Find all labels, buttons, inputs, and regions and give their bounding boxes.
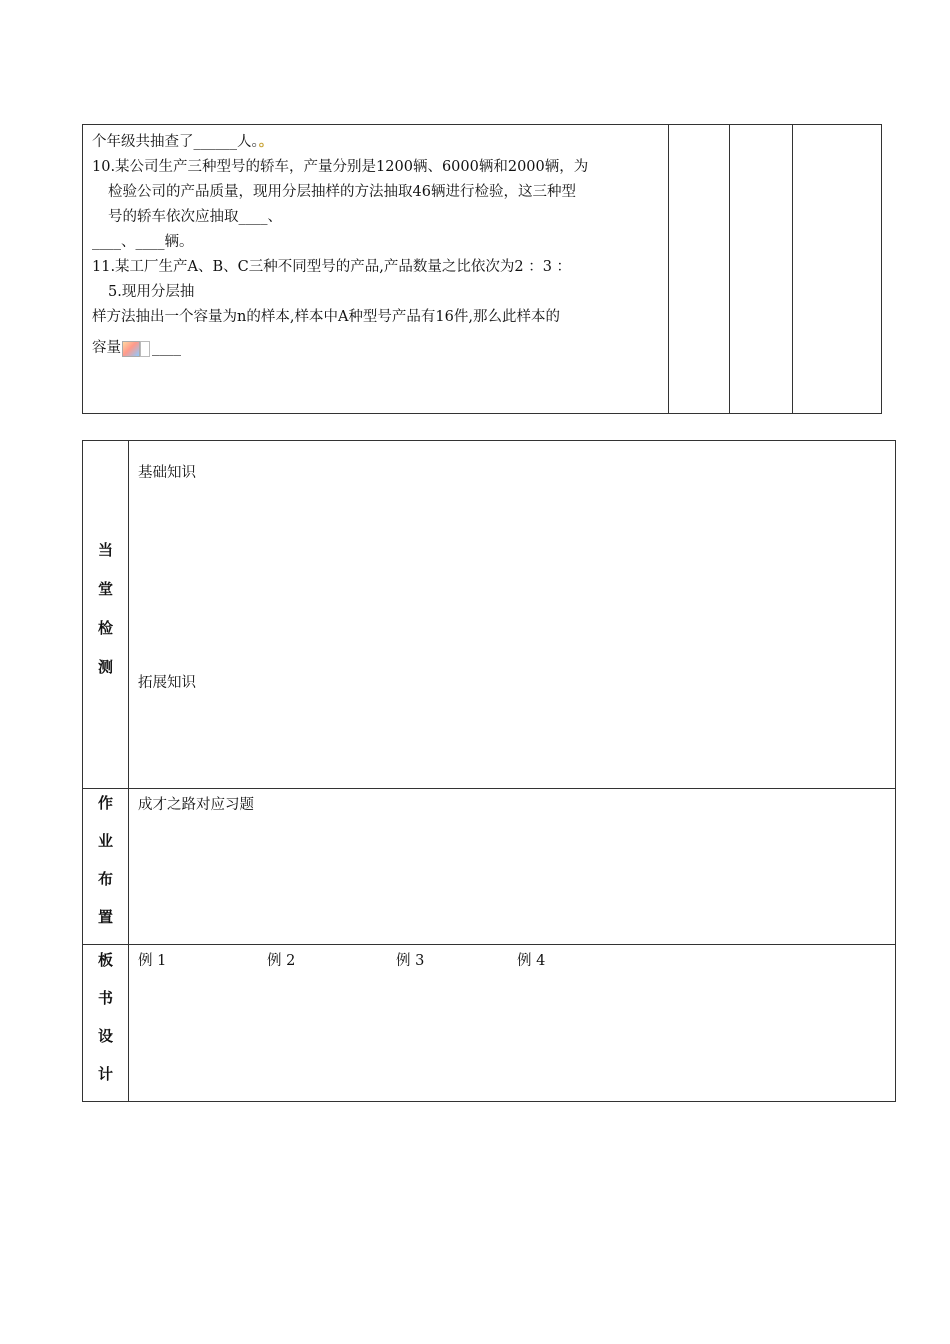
exercise-line — [92, 336, 664, 361]
table-column-divider — [792, 125, 793, 413]
label-char: 当 — [97, 541, 113, 559]
exercise-line: ____、____辆。 — [92, 234, 194, 250]
example-1-label: 例 1 — [138, 953, 167, 969]
label-char: 测 — [97, 658, 113, 676]
row-divider — [83, 944, 895, 945]
example-3-label: 例 3 — [396, 953, 425, 969]
label-char: 设 — [97, 1027, 113, 1045]
extended-knowledge-label: 拓展知识 — [138, 675, 196, 691]
exercise-table — [82, 124, 882, 414]
line-text: 个年级共抽查了______人。 — [92, 134, 259, 150]
section-label-board-design — [83, 949, 128, 1101]
image-placeholder-box — [140, 341, 150, 357]
lesson-table — [82, 440, 896, 1102]
example-2-label: 例 2 — [267, 953, 296, 969]
label-char: 堂 — [97, 580, 113, 598]
label-column-divider — [128, 441, 129, 1101]
example-4-label: 例 4 — [517, 953, 546, 969]
exercise-line: 11.某工厂生产A、B、C三种不同型号的产品,产品数量之比依次为2 ：3 ： — [92, 259, 572, 275]
exercise-line — [92, 129, 664, 155]
line-text: 容量 — [92, 340, 121, 356]
label-char: 业 — [97, 832, 113, 850]
label-char: 板 — [97, 951, 113, 969]
label-char: 计 — [97, 1065, 113, 1083]
label-char: 书 — [97, 989, 113, 1007]
section-label-homework — [83, 792, 128, 944]
answer-blank: ____ — [152, 340, 181, 356]
row-divider — [83, 788, 895, 789]
exercise-text — [92, 129, 664, 361]
exercise-line: 样方法抽出一个容量为n的样本,样本中A种型号产品有16件,那么此样本的 — [92, 309, 560, 325]
exercise-line: 号的轿车依次应抽取____、 — [108, 209, 282, 225]
exercise-line: 10.某公司生产三种型号的轿车，产量分别是1200辆、6000辆和2000辆，为 — [92, 159, 589, 175]
decor-dot: 。 — [258, 133, 274, 150]
homework-text: 成才之路对应习题 — [138, 797, 254, 813]
broken-image-icon — [122, 341, 140, 357]
label-char: 作 — [97, 794, 113, 812]
section-label-classroom-check — [83, 539, 128, 695]
exercise-line: 5.现用分层抽 — [108, 284, 195, 300]
label-char: 检 — [97, 619, 113, 637]
basic-knowledge-label: 基础知识 — [138, 465, 196, 481]
label-char: 置 — [97, 908, 113, 926]
table-column-divider — [729, 125, 730, 413]
exercise-line: 检验公司的产品质量，现用分层抽样的方法抽取46辆进行检验，这三种型 — [108, 184, 576, 200]
label-char: 布 — [97, 870, 113, 888]
table-column-divider — [668, 125, 669, 413]
